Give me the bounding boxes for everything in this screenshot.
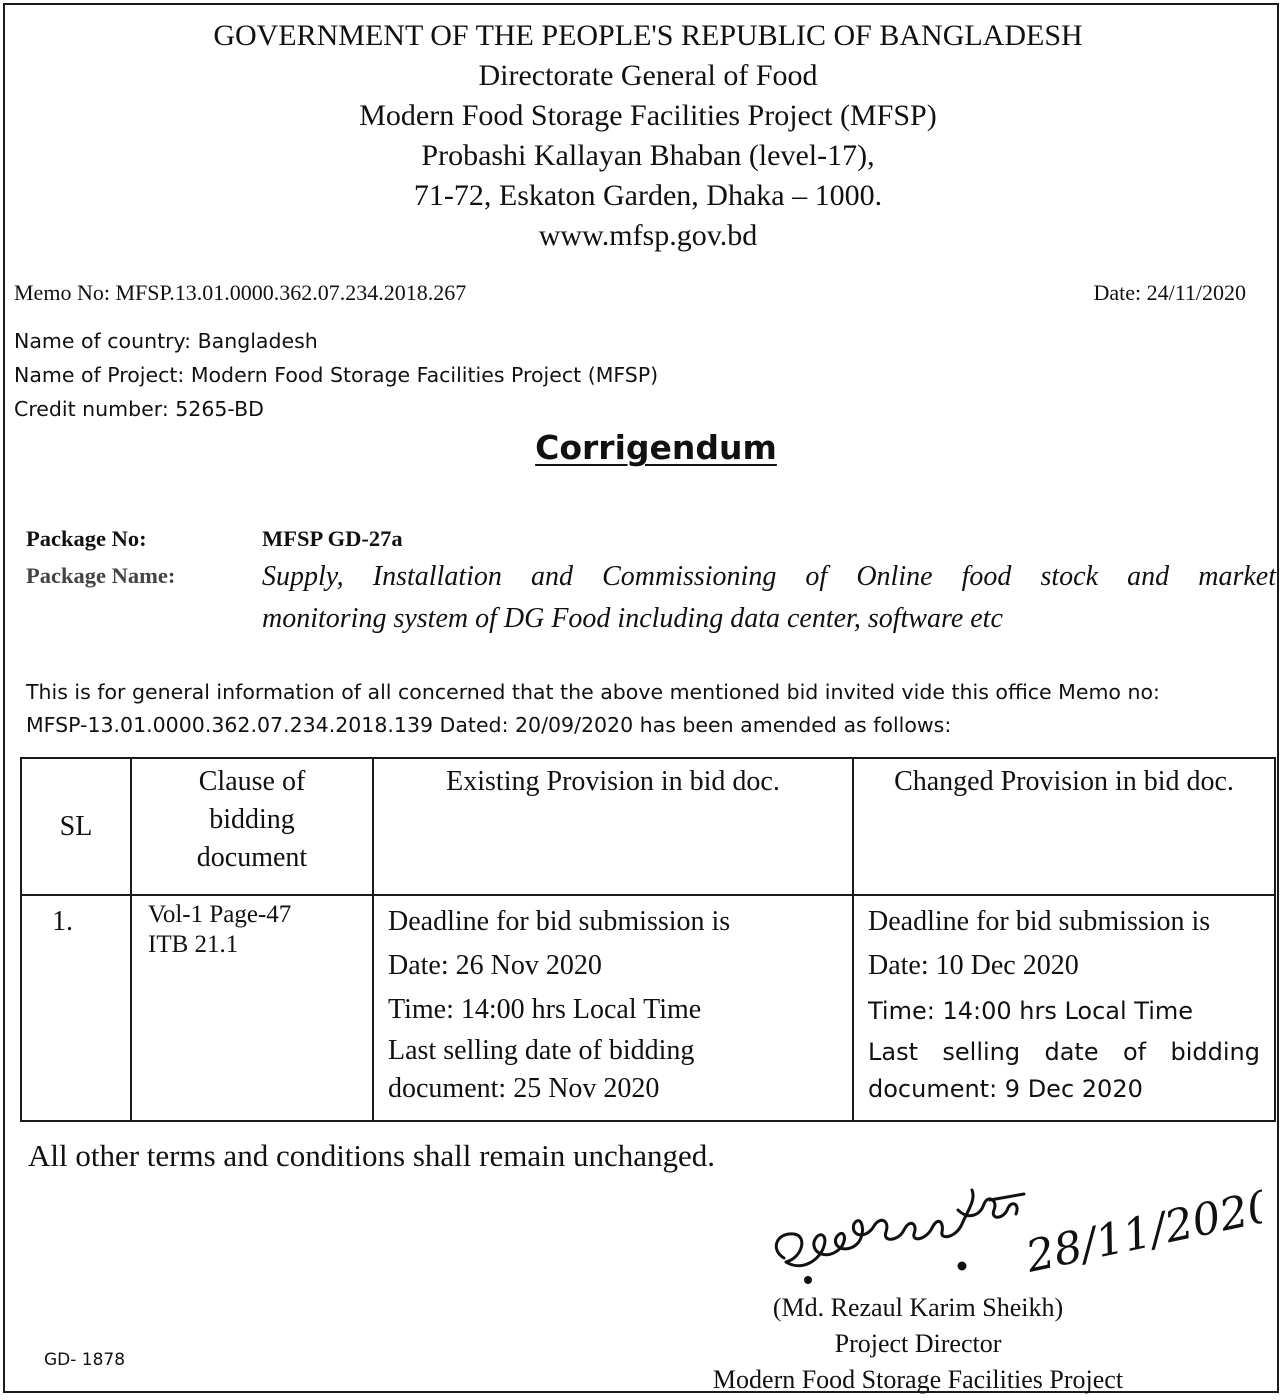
header-sl: SL <box>21 758 131 895</box>
website-link[interactable]: www.mfsp.gov.bd <box>538 219 758 252</box>
amendment-table <box>20 757 1276 1122</box>
changed-selling-1: Last selling date of bidding <box>868 1038 1260 1066</box>
clause-volume: Vol-1 Page-47 <box>148 901 292 928</box>
existing-date: Date: 26 Nov 2020 <box>388 950 602 981</box>
signatory-name: (Md. Rezaul Karim Sheikh) <box>772 1293 1064 1322</box>
row-changed <box>853 895 1275 1121</box>
header-clause-text: Clause of bidding document <box>196 766 308 873</box>
project-line: Name of Project: Modern Food Storage Facilities Project (MFSP) <box>14 363 659 387</box>
intro-paragraph <box>26 676 1280 742</box>
package-name-line-2: monitoring system of DG Food including data center, software etc <box>262 603 1003 634</box>
directorate-name: Directorate General of Food <box>478 59 818 92</box>
letterhead <box>0 16 1286 256</box>
country-line: Name of country: Bangladesh <box>14 329 318 353</box>
clause-itb: ITB 21.1 <box>148 931 239 958</box>
header-clause <box>131 758 373 895</box>
package-no-label: Package No: <box>26 526 147 551</box>
changed-date: Date: 10 Dec 2020 <box>868 950 1079 981</box>
package-name-line-1: Supply, Installation and Commissioning of Online food stock and market <box>262 561 1276 592</box>
footer-code: GD- 1878 <box>44 1350 126 1370</box>
header-changed-text: Changed Provision in bid doc. <box>894 766 1234 797</box>
memo-date: Date: 24/11/2020 <box>1093 280 1246 305</box>
signature-date: 28/11/2020 <box>1021 1180 1262 1283</box>
existing-deadline: Deadline for bid submission is <box>388 906 731 937</box>
closing-statement: All other terms and conditions shall remain unchanged. <box>28 1138 715 1173</box>
memo-number: Memo No: MFSP.13.01.0000.362.07.234.2018.267 <box>14 280 467 305</box>
existing-selling-2: document: 25 Nov 2020 <box>388 1073 660 1104</box>
changed-selling-2: document: 9 Dec 2020 <box>868 1075 1143 1103</box>
signatory-block <box>640 1290 1196 1398</box>
signatory-designation: Project Director <box>834 1329 1002 1358</box>
package-name-value <box>262 556 1276 640</box>
table-row <box>21 895 1275 1121</box>
intro-line-2: MFSP-13.01.0000.362.07.234.2018.139 Dated: 20/09/2020 has been amended as follows: <box>26 713 952 737</box>
intro-line-1: This is for general information of all concerned that the above mentioned bid invited vide this office Memo no: <box>26 680 1160 704</box>
table-header-row <box>21 758 1275 895</box>
project-info <box>14 324 658 426</box>
credit-line: Credit number: 5265-BD <box>14 397 264 421</box>
government-title: GOVERNMENT OF THE PEOPLE'S REPUBLIC OF BANGLADESH <box>213 19 1083 52</box>
document-title: Corrigendum <box>535 428 777 467</box>
header-changed <box>853 758 1275 895</box>
row-existing <box>373 895 853 1121</box>
address-building: Probashi Kallayan Bhaban (level-17), <box>421 139 875 172</box>
existing-selling-1: Last selling date of bidding <box>388 1035 695 1066</box>
memo-row <box>14 278 1246 308</box>
row-sl: 1. <box>21 895 131 1121</box>
signature-scribble <box>762 1180 1262 1300</box>
package-no-value: MFSP GD-27a <box>262 526 403 551</box>
handwritten-signature <box>762 1180 1262 1305</box>
header-existing: Existing Provision in bid doc. <box>373 758 853 895</box>
changed-deadline: Deadline for bid submission is <box>868 906 1211 937</box>
address-street: 71-72, Eskaton Garden, Dhaka – 1000. <box>413 179 883 212</box>
changed-time: Time: 14:00 hrs Local Time <box>868 997 1194 1025</box>
row-clause <box>131 895 373 1121</box>
project-name: Modern Food Storage Facilities Project (MFSP) <box>359 99 937 132</box>
signatory-organization: Modern Food Storage Facilities Project <box>712 1365 1124 1394</box>
package-name-label: Package Name: <box>26 563 176 588</box>
existing-time: Time: 14:00 hrs Local Time <box>388 994 702 1025</box>
